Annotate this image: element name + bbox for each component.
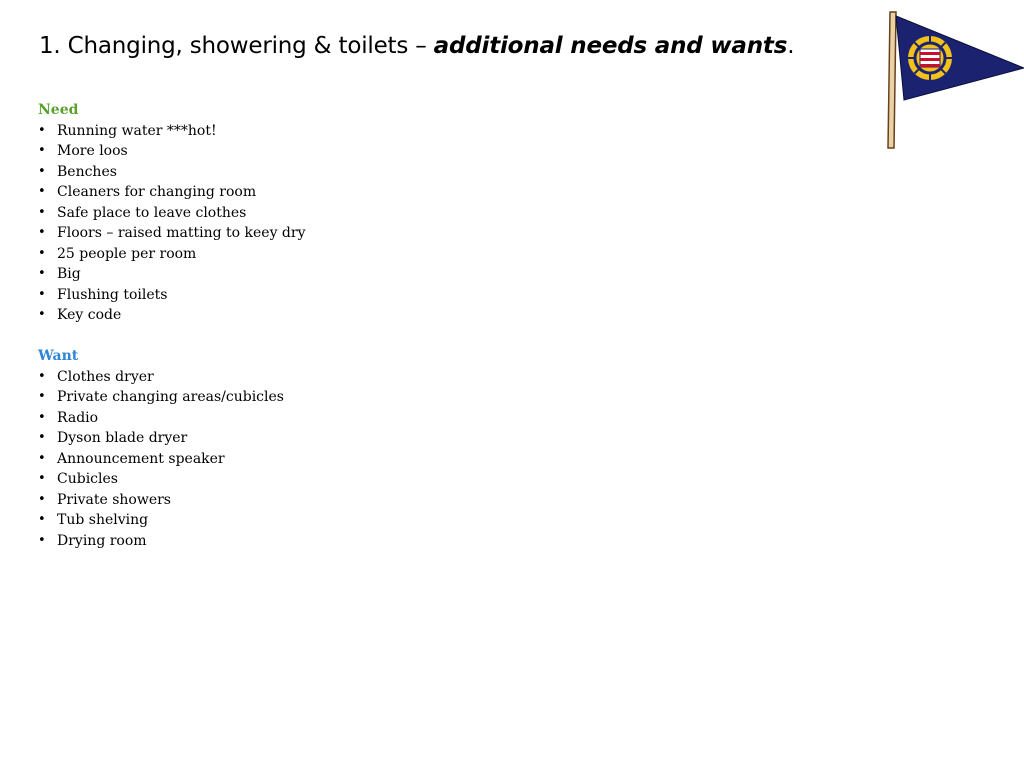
bullet-icon: • [38,286,46,302]
need-item [38,182,306,203]
bullet-icon: • [38,368,46,384]
bullet-icon: • [38,532,46,548]
want-item [38,367,306,388]
need-item [38,264,306,285]
want-item [38,510,306,531]
bullet-icon: • [38,409,46,425]
bullet-icon: • [38,512,46,527]
need-item [38,305,306,326]
want-item-text: Radio [57,409,99,426]
bullet-icon: • [38,266,46,281]
title-period: . [787,33,795,59]
need-item-text: Floors – raised matting to keey dry [57,225,306,241]
bullet-icon: • [38,450,46,466]
bullet-icon: • [38,122,46,138]
want-heading: Want [38,348,79,364]
bullet-icon: • [38,184,46,199]
need-item [38,285,306,306]
want-item-text: Private changing areas/cubicles [57,389,284,405]
want-item [38,387,306,408]
want-item [38,531,306,552]
need-item-text: More loos [57,143,128,159]
want-item [38,449,306,470]
need-item-text: Running water ***hot! [57,122,217,139]
page-title [39,33,794,59]
title-emphasis: additional needs and wants [433,33,788,59]
want-item [38,490,306,511]
need-heading: Need [38,102,79,118]
need-item [38,162,306,183]
bullet-icon: • [38,430,46,445]
need-item-text: Key code [57,307,122,323]
need-item [38,203,306,224]
want-item [38,428,306,449]
want-item [38,408,306,429]
want-item-text: Dyson blade dryer [57,430,188,446]
bullet-icon: • [38,163,46,179]
want-item-text: Cubicles [57,471,118,487]
want-item-text: Tub shelving [57,512,149,528]
club-burgee-flag-icon [880,8,1024,152]
bullet-icon: • [38,389,46,404]
bullet-icon: • [38,245,46,261]
bullet-icon: • [38,225,46,240]
want-item-text: Clothes dryer [57,368,154,385]
need-item-text: Cleaners for changing room [57,184,257,200]
need-list [38,121,306,326]
bullet-icon: • [38,204,46,220]
need-item-text: 25 people per room [57,245,197,262]
bullet-icon: • [38,471,46,486]
need-item [38,223,306,244]
bullet-icon: • [38,307,46,322]
need-item-text: Big [57,266,81,282]
bullet-icon: • [38,143,46,158]
want-item-text: Announcement speaker [57,450,225,467]
want-list [38,367,306,552]
need-item [38,244,306,265]
section-spacer [38,326,306,347]
need-item [38,121,306,142]
title-text: 1. Changing, showering & toilets – [39,33,434,59]
need-item [38,141,306,162]
need-item-text: Flushing toilets [57,286,168,303]
need-item-text: Safe place to leave clothes [57,204,247,221]
bullet-icon: • [38,491,46,507]
need-item-text: Benches [57,163,117,180]
want-item-text: Drying room [57,532,147,549]
want-item-text: Private showers [57,491,171,508]
needs-wants-content [38,100,306,551]
want-item [38,469,306,490]
